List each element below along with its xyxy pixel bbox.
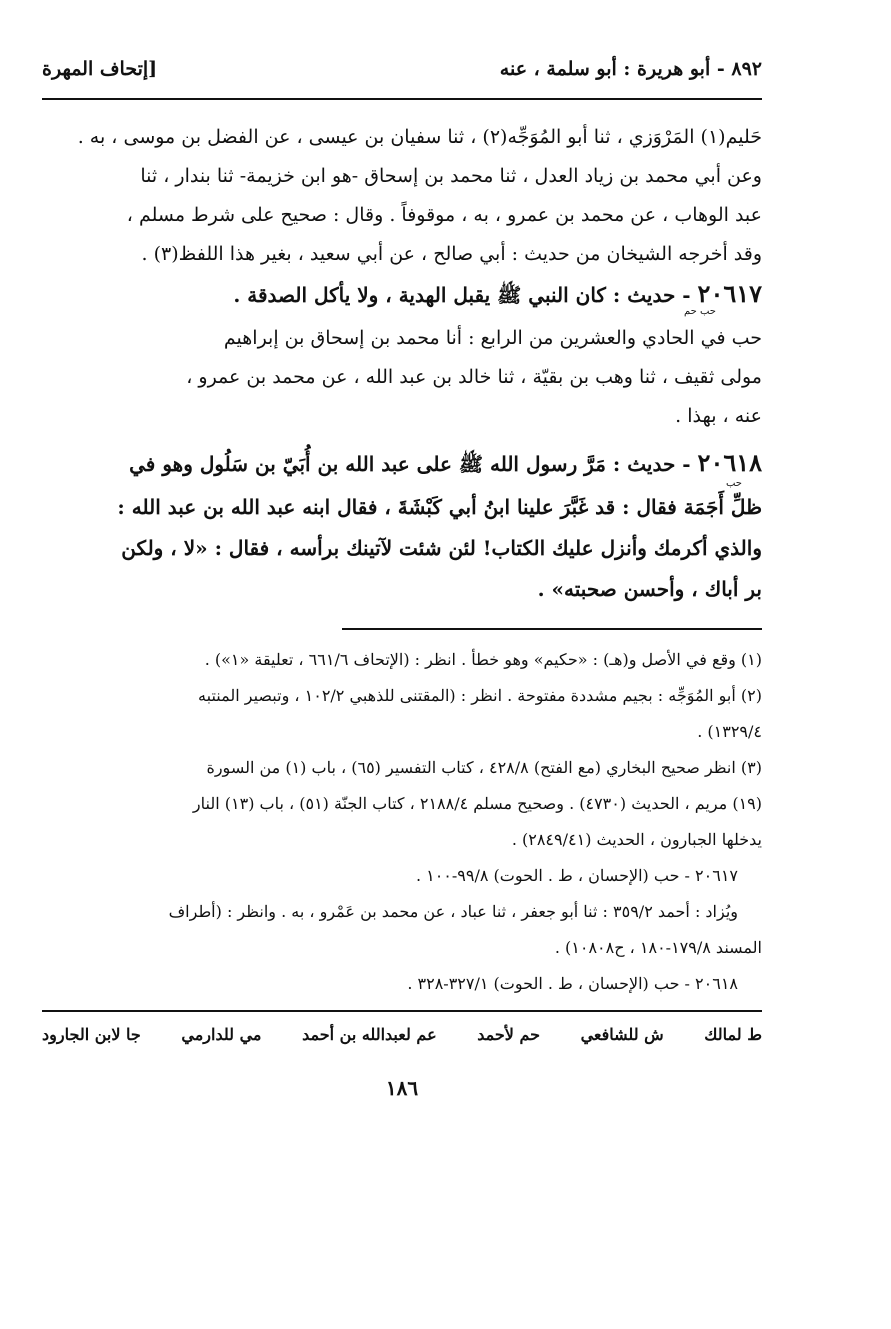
footnote-20618: ٢٠٦١٨ - حب (الإحسان ، ط . الحوت) ٣٢٧/١-٣٢٨ . bbox=[407, 974, 738, 993]
abbreviation-legend bbox=[42, 1020, 762, 1050]
hadith-text-line: ظلِّ أَجَمَة فقال : قد غَبَّرَ علينا ابنُ أبي كَبْشَةَ ، فقال ابنه عبد الله بن عبد الله : bbox=[117, 495, 762, 519]
hadith-number: ٢٠٦١٧ bbox=[697, 279, 762, 308]
page-number: ١٨٦ bbox=[385, 1076, 419, 1100]
text-line: حَليم(١) المَرْوَزي ، ثنا أبو المُوَجِّه(٢) ، ثنا سفيان بن عيسى ، عن الفضل بن موسى ، به . bbox=[77, 126, 762, 148]
hadith-text-line: بر أباك ، وأحسن صحبته» . bbox=[537, 577, 762, 601]
hadith-title-text: - حديث : مَرَّ رسول الله ﷺ على عبد الله بن أُبَيّ بن سَلُول وهو في bbox=[129, 452, 691, 476]
footnote-20617-extra: ويُزاد : أحمد ٣٥٩/٢ : ثنا أبو جعفر ، ثنا عباد ، عن محمد بن عَمْرو ، به . وانظر : (أطراف bbox=[168, 902, 738, 921]
source-sigla: حب حم bbox=[683, 306, 716, 317]
legend-item: جا لابن الجارود bbox=[42, 1025, 141, 1044]
header-book-title: [إتحاف المهرة bbox=[42, 58, 158, 80]
hadith-heading-20618 bbox=[42, 442, 762, 485]
text-line: عبد الوهاب ، عن محمد بن عمرو ، به ، موقوفاً . وقال : صحيح على شرط مسلم ، bbox=[126, 204, 762, 226]
legend-item: حم لأحمد bbox=[477, 1025, 540, 1044]
hadith-title-text: - حديث : كان النبي ﷺ يقبل الهدية ، ولا يأكل الصدقة . bbox=[233, 283, 691, 307]
legend-item: عم لعبدالله بن أحمد bbox=[302, 1025, 437, 1044]
header-rule bbox=[42, 98, 762, 100]
legend-item: ط لمالك bbox=[704, 1025, 762, 1044]
header-chapter: ٨٩٢ - أبو هريرة : أبو سلمة ، عنه bbox=[499, 58, 762, 80]
source-sigla: حب bbox=[725, 478, 742, 489]
text-line: حب في الحادي والعشرين من الرابع : أنا محمد بن إسحاق بن إبراهيم bbox=[223, 327, 762, 349]
text-line: وقد أخرجه الشيخان من حديث : أبي صالح ، عن أبي سعيد ، بغير هذا اللفظ(٣) . bbox=[141, 243, 762, 265]
footnote-3: (٣) انظر صحيح البخاري (مع الفتح) ٤٢٨/٨ ، كتاب التفسير (٦٥) ، باب (١) من السورة bbox=[206, 758, 762, 777]
footnote-separator bbox=[342, 628, 762, 630]
hadith-text-line: والذي أكرمك وأنزل عليك الكتاب! لئن شئت لآتينك برأسه ، فقال : «لا ، ولكن bbox=[121, 536, 762, 560]
legend-item: ش للشافعي bbox=[580, 1025, 664, 1044]
footnote-3-cont: يدخلها الجبارون ، الحديث (٢٨٤٩/٤١) . bbox=[511, 830, 762, 849]
running-header bbox=[42, 58, 762, 94]
book-page bbox=[42, 58, 762, 1100]
footnote-20617: ٢٠٦١٧ - حب (الإحسان ، ط . الحوت) ٩٩/٨-١٠٠ . bbox=[415, 866, 738, 885]
text-line: مولى ثقيف ، ثنا وهب بن بقيّة ، ثنا خالد بن عبد الله ، عن محمد بن عمرو ، bbox=[186, 366, 762, 388]
footnote-2-cont: ١٣٢٩/٤) . bbox=[697, 722, 762, 741]
legend-item: مي للدارمي bbox=[181, 1025, 262, 1044]
footnote-3-cont: (١٩) مريم ، الحديث (٤٧٣٠) . وصحيح مسلم ٢١٨٨/٤ ، كتاب الجنّة (٥١) ، باب (١٣) النار bbox=[192, 794, 762, 813]
text-line: عنه ، بهذا . bbox=[675, 405, 762, 427]
text-line: وعن أبي محمد بن زياد العدل ، ثنا محمد بن إسحاق -هو ابن خزيمة- ثنا بندار ، ثنا bbox=[140, 165, 762, 187]
footnote-2: (٢) أبو المُوَجِّه : بجيم مشددة مفتوحة . انظر : (المقتنى للذهبي ١٠٢/٢ ، وتبصير المنتبه bbox=[198, 686, 762, 705]
legend-rule bbox=[42, 1010, 762, 1012]
hadith-number: ٢٠٦١٨ bbox=[697, 448, 762, 477]
footnote-20617-extra-cont: المسند ١٧٩/٨-١٨٠ ، ح١٠٨٠٨) . bbox=[554, 938, 762, 957]
footnote-1: (١) وقع في الأصل و(هـ) : «حكيم» وهو خطأ . انظر : (الإتحاف ٦٦١/٦ ، تعليقة «١») . bbox=[204, 650, 762, 669]
